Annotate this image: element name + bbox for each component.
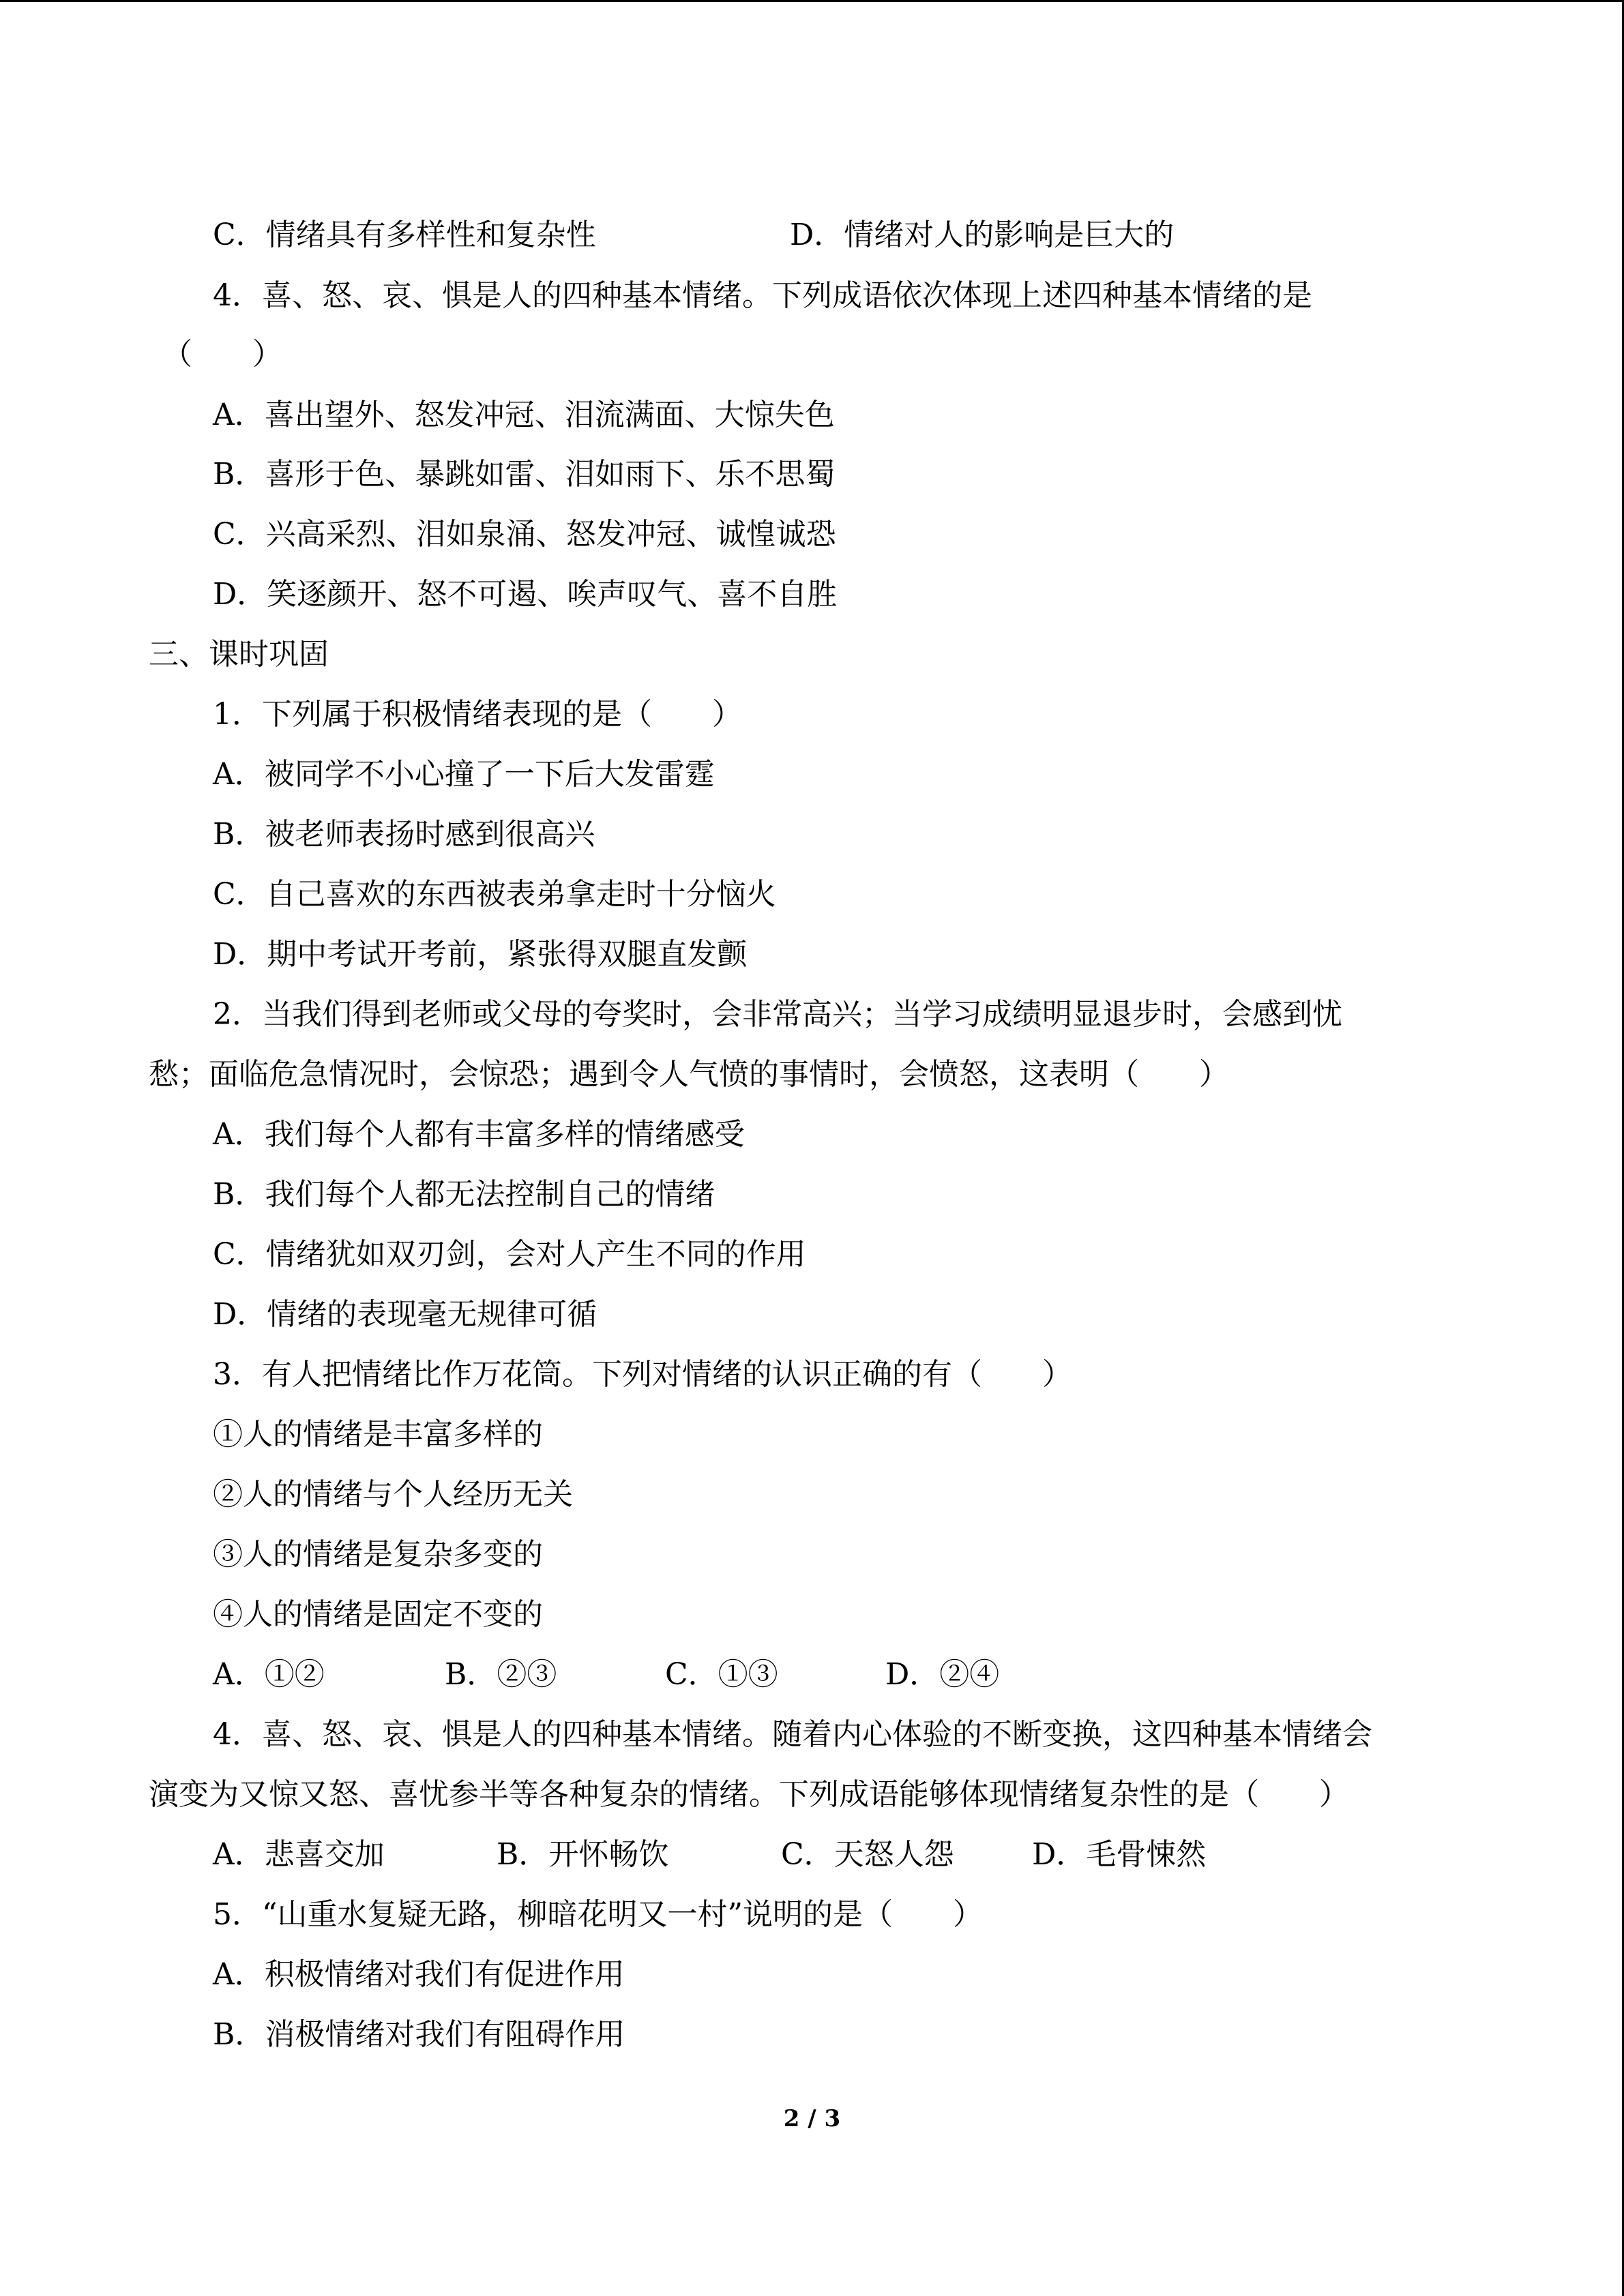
option-d-prev-question: D．情绪对人的影响是巨大的	[790, 218, 1175, 252]
s3-statement-2: ②人的情绪与个人经历无关	[213, 1477, 573, 1512]
question-4-option-c: C．兴高采烈、泪如泉涌、怒发冲冠、诚惶诚恐	[213, 517, 836, 552]
s1-option-c: C．自己喜欢的东西被表弟拿走时十分恼火	[213, 877, 776, 912]
s3-option-c: C．①③	[665, 1657, 778, 1692]
s2-option-b: B．我们每个人都无法控制自己的情绪	[213, 1177, 715, 1212]
s5-stem: 5．“山重水复疑无路，柳暗花明又一村”说明的是（ ）	[213, 1897, 983, 1932]
s1-option-a: A．被同学不小心撞了一下后大发雷霆	[213, 757, 715, 792]
question-4-option-a: A．喜出望外、怒发冲冠、泪流满面、大惊失色	[213, 398, 835, 432]
s3-option-b: B．②③	[445, 1657, 557, 1692]
s3-option-a: A．①②	[213, 1657, 325, 1692]
s1-option-d: D．期中考试开考前，紧张得双腿直发颤	[213, 937, 748, 972]
s3-option-d: D．②④	[885, 1657, 1000, 1692]
s2-option-a: A．我们每个人都有丰富多样的情绪感受	[213, 1117, 745, 1152]
s3-statement-3: ③人的情绪是复杂多变的	[213, 1537, 543, 1572]
option-c-prev-question: C．情绪具有多样性和复杂性	[213, 218, 596, 252]
s3-statement-4: ④人的情绪是固定不变的	[213, 1597, 543, 1632]
s1-option-b: B．被老师表扬时感到很高兴	[213, 817, 595, 852]
s2-option-c: C．情绪犹如双刃剑，会对人产生不同的作用	[213, 1237, 806, 1272]
s3-statement-1: ①人的情绪是丰富多样的	[213, 1417, 543, 1452]
s5-option-a: A．积极情绪对我们有促进作用	[213, 1957, 625, 1992]
s4-option-b: B．开怀畅饮	[497, 1837, 669, 1872]
section-heading: 三、课时巩固	[149, 637, 329, 672]
s3-stem: 3．有人把情绪比作万花筒。下列对情绪的认识正确的有（ ）	[213, 1357, 1072, 1392]
s4-option-c: C．天怒人怨	[781, 1837, 954, 1872]
s4-option-a: A．悲喜交加	[213, 1837, 385, 1872]
question-4-option-d: D．笑逐颜开、怒不可遏、唉声叹气、喜不自胜	[213, 577, 838, 612]
s2-stem-line1: 2．当我们得到老师或父母的夸奖时，会非常高兴；当学习成绩明显退步时，会感到忧	[213, 997, 1342, 1032]
page-number: 2 / 3	[783, 2105, 841, 2132]
s4-option-d: D．毛骨悚然	[1032, 1837, 1207, 1872]
question-4-option-b: B．喜形于色、暴跳如雷、泪如雨下、乐不思蜀	[213, 457, 836, 492]
s5-option-b: B．消极情绪对我们有阻碍作用	[213, 2017, 625, 2052]
s4-stem-line1: 4．喜、怒、哀、惧是人的四种基本情绪。随着内心体验的不断变换，这四种基本情绪会	[213, 1717, 1372, 1752]
s1-stem: 1．下列属于积极情绪表现的是（ ）	[213, 697, 742, 732]
s2-stem-line2: 愁；面临危急情况时，会惊恐；遇到令人气愤的事情时，会愤怒，这表明（ ）	[149, 1057, 1229, 1092]
question-4-stem: 4．喜、怒、哀、惧是人的四种基本情绪。下列成语依次体现上述四种基本情绪的是	[213, 278, 1312, 313]
s2-option-d: D．情绪的表现毫无规律可循	[213, 1297, 597, 1332]
question-4-blank: （ ）	[162, 337, 282, 372]
s4-stem-line2: 演变为又惊又怒、喜忧参半等各种复杂的情绪。下列成语能够体现情绪复杂性的是（ ）	[149, 1777, 1349, 1812]
